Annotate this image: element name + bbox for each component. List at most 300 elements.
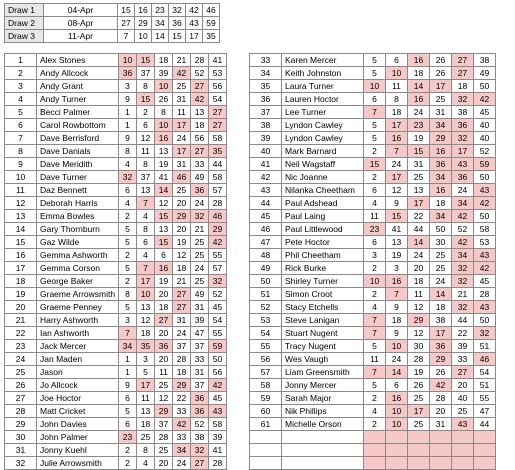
entry-pick: 41 (155, 171, 173, 184)
entry-pick: 7 (137, 262, 155, 275)
draw-number: 17 (186, 30, 203, 43)
entry-pick: 16 (155, 132, 173, 145)
entry-pick: 7 (386, 288, 408, 301)
entry-pick: 32 (209, 275, 227, 288)
entry-pick: 24 (430, 275, 452, 288)
entry-pick: 46 (173, 171, 191, 184)
entry-number: 2 (5, 67, 37, 80)
entry-row (250, 249, 496, 262)
entry-name: Keith Johnston (282, 67, 364, 80)
entry-name: Jonny Kuehl (37, 444, 119, 457)
entry-row (5, 340, 227, 353)
entry-pick: 24 (452, 184, 474, 197)
entry-number: 46 (250, 223, 282, 236)
entry-name: Joe Hoctor (37, 392, 119, 405)
entry-pick: 4 (137, 249, 155, 262)
entry-pick: 27 (452, 366, 474, 379)
draw-number: 14 (152, 30, 169, 43)
entry-pick: 44 (408, 223, 430, 236)
entry-row (250, 353, 496, 366)
entry-pick: 39 (209, 431, 227, 444)
entry-pick: 25 (408, 171, 430, 184)
entry-pick: 42 (173, 67, 191, 80)
entry-pick: 9 (119, 379, 137, 392)
entry-pick: 20 (408, 262, 430, 275)
empty-cell (430, 431, 452, 444)
empty-cell (452, 444, 474, 457)
entry-pick: 25 (408, 392, 430, 405)
entry-pick: 58 (474, 223, 496, 236)
entry-name: Phil Cheetham (282, 249, 364, 262)
entry-pick: 58 (209, 418, 227, 431)
entry-name: John Davies (37, 418, 119, 431)
empty-cell (386, 457, 408, 470)
entry-pick: 15 (155, 210, 173, 223)
entry-number: 45 (250, 210, 282, 223)
entry-name: Andy Turner (37, 93, 119, 106)
entry-pick: 18 (191, 119, 209, 132)
entry-pick: 20 (430, 405, 452, 418)
entry-pick: 17 (137, 379, 155, 392)
draws-table (4, 3, 220, 43)
entry-name: Andy Allcock (37, 67, 119, 80)
entry-pick: 38 (191, 431, 209, 444)
entry-pick: 45 (474, 275, 496, 288)
entry-pick: 9 (386, 197, 408, 210)
entry-pick: 31 (408, 158, 430, 171)
entry-number: 55 (250, 340, 282, 353)
entry-name: Andy Grant (37, 80, 119, 93)
entry-pick: 8 (386, 93, 408, 106)
entry-row (5, 301, 227, 314)
entry-pick: 13 (137, 184, 155, 197)
entry-pick: 31 (173, 93, 191, 106)
draw-number: 16 (135, 4, 152, 17)
entry-row (250, 392, 496, 405)
entry-pick: 51 (474, 340, 496, 353)
empty-cell (282, 457, 364, 470)
entry-pick: 20 (155, 288, 173, 301)
entry-pick: 25 (430, 249, 452, 262)
entry-pick: 55 (474, 392, 496, 405)
entry-row (250, 223, 496, 236)
entry-name: Harry Ashworth (37, 314, 119, 327)
entry-number: 39 (250, 132, 282, 145)
entry-pick: 39 (155, 67, 173, 80)
entry-row (5, 106, 227, 119)
entry-pick: 40 (474, 132, 496, 145)
entry-number: 15 (5, 236, 37, 249)
entry-number: 60 (250, 405, 282, 418)
empty-cell (364, 444, 386, 457)
entry-pick: 37 (191, 340, 209, 353)
entry-pick: 11 (137, 145, 155, 158)
entry-pick: 28 (408, 353, 430, 366)
entry-name: Nilanka Cheetham (282, 184, 364, 197)
entry-row (250, 275, 496, 288)
entry-pick: 2 (119, 444, 137, 457)
entry-pick: 7 (364, 314, 386, 327)
entry-row (250, 288, 496, 301)
empty-cell (282, 444, 364, 457)
entry-pick: 50 (474, 210, 496, 223)
entry-pick: 12 (173, 249, 191, 262)
entry-number: 52 (250, 301, 282, 314)
entry-row (250, 171, 496, 184)
entry-row (250, 340, 496, 353)
entry-pick: 8 (137, 223, 155, 236)
entry-pick: 19 (386, 249, 408, 262)
entry-pick: 25 (137, 431, 155, 444)
entry-pick: 16 (155, 262, 173, 275)
entry-pick: 18 (155, 54, 173, 67)
entry-name: Karen Mercer (282, 54, 364, 67)
entry-pick: 16 (408, 93, 430, 106)
entry-pick: 26 (430, 67, 452, 80)
entry-pick: 45 (209, 301, 227, 314)
entry-pick: 21 (191, 223, 209, 236)
entry-pick: 58 (209, 132, 227, 145)
entry-pick: 5 (364, 132, 386, 145)
entry-row (250, 93, 496, 106)
entry-number: 11 (5, 184, 37, 197)
entry-name: Dave Turner (37, 171, 119, 184)
entry-pick: 3 (119, 80, 137, 93)
entry-pick: 38 (474, 54, 496, 67)
entry-pick: 41 (209, 54, 227, 67)
entry-row (5, 80, 227, 93)
draw-label: Draw 1 (5, 4, 44, 17)
entry-pick: 7 (364, 106, 386, 119)
entry-pick: 24 (408, 106, 430, 119)
entry-pick: 10 (364, 80, 386, 93)
entry-number: 6 (5, 119, 37, 132)
entry-number: 29 (5, 418, 37, 431)
entry-number: 9 (5, 158, 37, 171)
entry-pick: 33 (191, 158, 209, 171)
entry-pick: 10 (386, 405, 408, 418)
entry-name: Jonny Mercer (282, 379, 364, 392)
entry-pick: 20 (173, 197, 191, 210)
entry-pick: 25 (155, 379, 173, 392)
entry-pick: 29 (155, 405, 173, 418)
entry-row (5, 275, 227, 288)
entry-pick: 8 (137, 444, 155, 457)
entry-name: Stacy Etchells (282, 301, 364, 314)
entry-pick: 26 (430, 366, 452, 379)
entry-pick: 43 (452, 158, 474, 171)
entry-pick: 6 (119, 184, 137, 197)
entry-pick: 25 (155, 444, 173, 457)
empty-cell (452, 431, 474, 444)
entry-row (250, 418, 496, 431)
entry-pick: 3 (137, 353, 155, 366)
empty-cell (474, 431, 496, 444)
entries-table-right (249, 53, 496, 470)
entry-number: 22 (5, 327, 37, 340)
empty-row (250, 444, 496, 457)
entry-pick: 17 (452, 145, 474, 158)
entry-pick: 19 (173, 236, 191, 249)
entry-pick: 7 (364, 366, 386, 379)
entry-number: 27 (5, 392, 37, 405)
entry-name: Neil Wagstaff (282, 158, 364, 171)
entry-name: Jason (37, 366, 119, 379)
entry-number: 53 (250, 314, 282, 327)
entry-pick: 42 (452, 236, 474, 249)
entry-number: 42 (250, 171, 282, 184)
entry-pick: 15 (137, 54, 155, 67)
entry-row (250, 405, 496, 418)
entry-pick: 34 (452, 249, 474, 262)
draw-label: Draw 3 (5, 30, 44, 43)
entry-pick: 38 (430, 314, 452, 327)
entry-pick: 43 (209, 405, 227, 418)
entry-row (250, 236, 496, 249)
entry-pick: 5 (364, 340, 386, 353)
entry-name: Shirley Turner (282, 275, 364, 288)
entry-number: 38 (250, 119, 282, 132)
draw-number: 43 (186, 17, 203, 30)
entry-name: Paul Adshead (282, 197, 364, 210)
entry-name: Pete Hoctor (282, 236, 364, 249)
entry-pick: 17 (386, 171, 408, 184)
entry-pick: 10 (364, 275, 386, 288)
entry-pick: 25 (430, 93, 452, 106)
entry-pick: 3 (386, 262, 408, 275)
entry-pick: 12 (137, 132, 155, 145)
entry-pick: 11 (386, 80, 408, 93)
empty-cell (408, 457, 430, 470)
entry-pick: 36 (452, 171, 474, 184)
entry-pick: 34 (173, 444, 191, 457)
entry-number: 44 (250, 197, 282, 210)
entry-pick: 24 (173, 327, 191, 340)
entry-pick: 4 (364, 301, 386, 314)
entry-name: Wes Vaugh (282, 353, 364, 366)
entry-pick: 11 (155, 366, 173, 379)
entry-pick: 2 (119, 210, 137, 223)
entry-pick: 32 (452, 301, 474, 314)
entry-pick: 50 (474, 171, 496, 184)
entry-number: 61 (250, 418, 282, 431)
entry-row (5, 54, 227, 67)
entry-pick: 29 (430, 353, 452, 366)
entry-pick: 27 (191, 457, 209, 470)
entry-pick: 25 (191, 249, 209, 262)
entry-pick: 11 (364, 353, 386, 366)
entry-number: 32 (5, 457, 37, 470)
draw-row (5, 30, 220, 43)
entry-pick: 10 (155, 80, 173, 93)
entry-name: Paul Laing (282, 210, 364, 223)
entry-name: Deborah Harris (37, 197, 119, 210)
entry-number: 8 (5, 145, 37, 158)
entry-pick: 5 (119, 236, 137, 249)
entry-name: Stuart Nugent (282, 327, 364, 340)
entry-row (5, 288, 227, 301)
entry-pick: 18 (173, 366, 191, 379)
entry-pick: 32 (452, 275, 474, 288)
entry-row (5, 431, 227, 444)
entry-pick: 26 (155, 93, 173, 106)
entry-name: Lyndon Cawley (282, 132, 364, 145)
entry-pick: 25 (430, 262, 452, 275)
entry-number: 3 (5, 80, 37, 93)
entry-pick: 10 (137, 288, 155, 301)
entry-row (5, 171, 227, 184)
entry-pick: 34 (430, 210, 452, 223)
entry-number: 35 (250, 80, 282, 93)
entry-pick: 32 (452, 132, 474, 145)
empty-cell (408, 444, 430, 457)
entry-number: 31 (5, 444, 37, 457)
entry-pick: 24 (386, 353, 408, 366)
entry-pick: 7 (119, 327, 137, 340)
entry-number: 19 (5, 288, 37, 301)
entry-pick: 6 (386, 379, 408, 392)
entry-pick: 5 (119, 223, 137, 236)
entry-pick: 6 (119, 418, 137, 431)
entry-pick: 31 (430, 106, 452, 119)
entry-pick: 53 (474, 236, 496, 249)
entry-pick: 50 (474, 80, 496, 93)
entry-pick: 52 (474, 145, 496, 158)
entry-name: Jack Mercer (37, 340, 119, 353)
empty-cell (474, 444, 496, 457)
entry-pick: 55 (209, 327, 227, 340)
empty-cell (386, 431, 408, 444)
entry-pick: 51 (474, 379, 496, 392)
entry-pick: 42 (474, 262, 496, 275)
entry-pick: 5 (364, 67, 386, 80)
entry-name: Jo Allcock (37, 379, 119, 392)
entry-pick: 29 (430, 132, 452, 145)
entry-pick: 15 (364, 158, 386, 171)
entry-pick: 15 (408, 145, 430, 158)
entry-number: 47 (250, 236, 282, 249)
entry-pick: 13 (137, 405, 155, 418)
entry-pick: 56 (191, 132, 209, 145)
entry-pick: 28 (209, 457, 227, 470)
entry-pick: 7 (137, 197, 155, 210)
entry-pick: 4 (119, 197, 137, 210)
entry-pick: 16 (430, 145, 452, 158)
entry-pick: 40 (474, 119, 496, 132)
entry-pick: 43 (452, 418, 474, 431)
entry-pick: 14 (408, 236, 430, 249)
entry-pick: 10 (119, 54, 137, 67)
entry-name: Lauren Hoctor (282, 93, 364, 106)
entry-pick: 37 (173, 340, 191, 353)
entry-pick: 29 (173, 379, 191, 392)
entry-name: Simon Croot (282, 288, 364, 301)
entry-row (250, 210, 496, 223)
empty-cell (430, 444, 452, 457)
entry-pick: 9 (119, 93, 137, 106)
empty-row (250, 431, 496, 444)
entry-pick: 5 (119, 301, 137, 314)
entry-pick: 25 (173, 80, 191, 93)
entry-pick: 24 (173, 457, 191, 470)
empty-cell (282, 431, 364, 444)
entry-number: 43 (250, 184, 282, 197)
entry-pick: 5 (137, 366, 155, 379)
entry-pick: 10 (386, 67, 408, 80)
entry-pick: 44 (209, 158, 227, 171)
draw-number: 15 (169, 30, 186, 43)
entry-pick: 31 (173, 314, 191, 327)
entry-number: 4 (5, 93, 37, 106)
entry-pick: 17 (408, 405, 430, 418)
entry-pick: 45 (209, 392, 227, 405)
entry-pick: 25 (173, 184, 191, 197)
entry-row (250, 197, 496, 210)
draw-row (5, 17, 220, 30)
entry-number: 1 (5, 54, 37, 67)
empty-cell (250, 444, 282, 457)
entry-pick: 6 (137, 236, 155, 249)
entry-pick: 40 (452, 392, 474, 405)
draw-row (5, 4, 220, 17)
empty-row (250, 457, 496, 470)
draw-number: 29 (135, 17, 152, 30)
entry-pick: 1 (119, 106, 137, 119)
entry-pick: 39 (452, 340, 474, 353)
entry-pick: 27 (155, 314, 173, 327)
entry-pick: 30 (430, 236, 452, 249)
entry-pick: 17 (430, 327, 452, 340)
entry-pick: 32 (191, 444, 209, 457)
entry-name: Dave Danials (37, 145, 119, 158)
entry-pick: 38 (452, 106, 474, 119)
entry-pick: 59 (209, 340, 227, 353)
entry-pick: 29 (209, 223, 227, 236)
entry-pick: 2 (364, 418, 386, 431)
entry-pick: 49 (474, 67, 496, 80)
entry-pick: 6 (364, 184, 386, 197)
entry-row (250, 54, 496, 67)
entry-pick: 34 (452, 197, 474, 210)
entry-name: John Palmer (37, 431, 119, 444)
entry-pick: 12 (137, 314, 155, 327)
entry-pick: 12 (408, 301, 430, 314)
draw-number: 7 (118, 30, 135, 43)
entry-name: Tracy Nugent (282, 340, 364, 353)
entry-pick: 50 (474, 314, 496, 327)
entry-pick: 54 (474, 366, 496, 379)
entry-row (5, 184, 227, 197)
entry-pick: 31 (191, 366, 209, 379)
entry-name: Carol Rowbottom (37, 119, 119, 132)
entry-name: Rick Burke (282, 262, 364, 275)
entry-row (5, 392, 227, 405)
entry-row (250, 301, 496, 314)
entry-pick: 53 (209, 67, 227, 80)
entry-name: Sarah Major (282, 392, 364, 405)
entry-pick: 17 (173, 119, 191, 132)
entry-pick: 7 (386, 145, 408, 158)
entry-pick: 11 (137, 392, 155, 405)
entry-pick: 25 (452, 405, 474, 418)
entry-pick: 27 (209, 119, 227, 132)
entry-pick: 45 (474, 106, 496, 119)
entry-name: Steve Lanigan (282, 314, 364, 327)
entry-row (5, 262, 227, 275)
entry-row (250, 158, 496, 171)
entry-row (5, 67, 227, 80)
entry-pick: 5 (364, 54, 386, 67)
